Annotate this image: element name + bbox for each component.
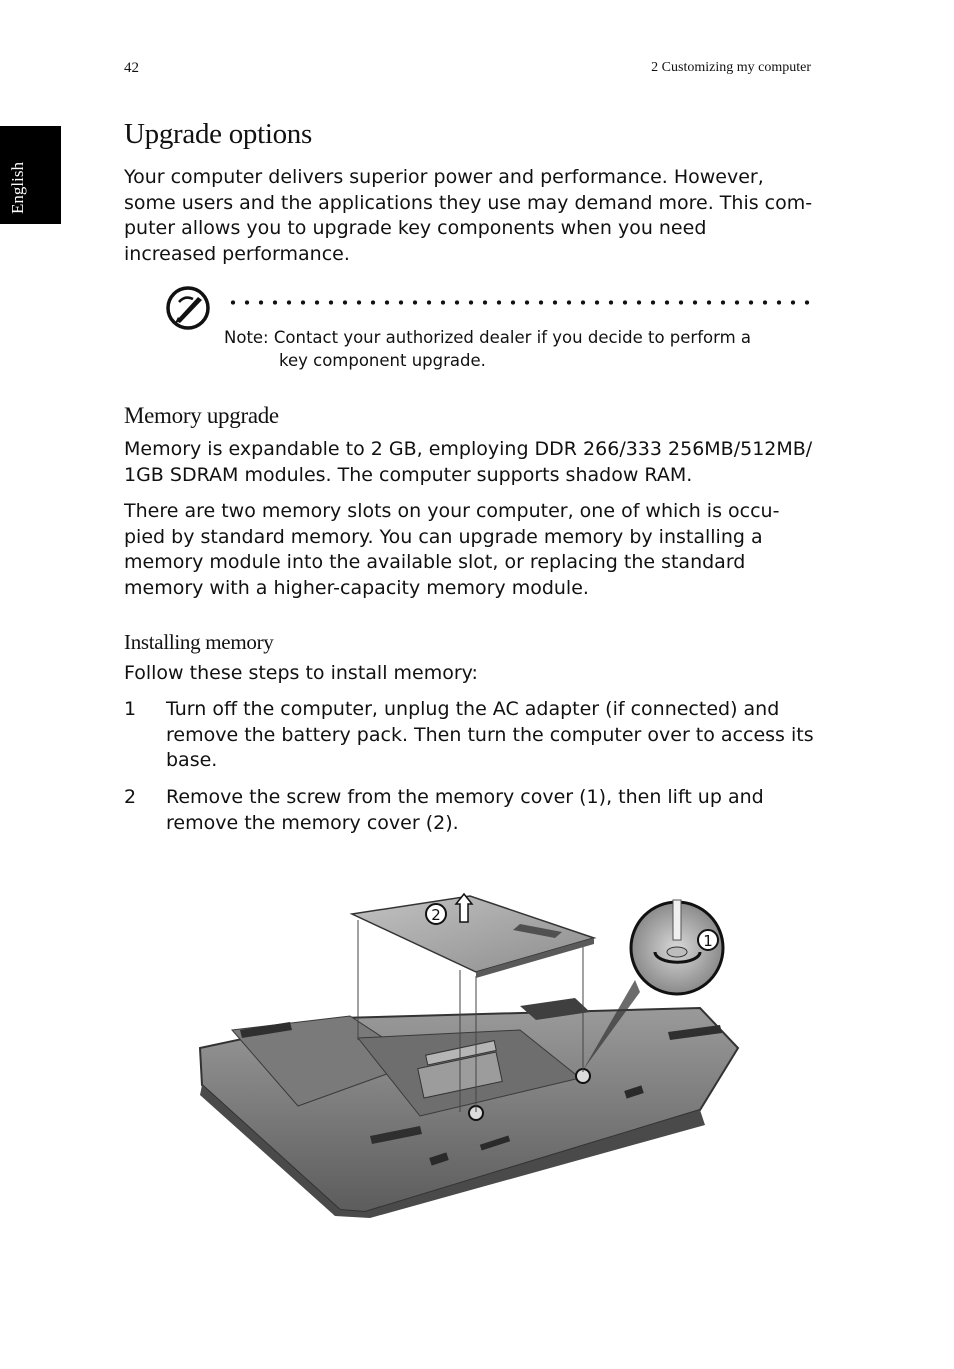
callout-ref-2: (2) (425, 811, 453, 834)
step-2 (124, 785, 814, 837)
memory-upgrade-heading: Memory upgrade (124, 403, 279, 428)
language-side-tab (0, 126, 61, 224)
note-text: key component upgrade. (279, 351, 486, 370)
step-number: 1 (124, 698, 137, 720)
step-line: Turn off the computer, unplug the AC adapter (if connected) and (166, 698, 780, 720)
paragraph-line: memory with a higher-capacity memory module. (124, 576, 589, 599)
running-header: 2 Customizing my computer (651, 60, 811, 75)
laptop-memory-cover-illustration (180, 880, 760, 1220)
screwdriver-icon (673, 900, 681, 940)
step-text (166, 785, 764, 836)
intro-line: Your computer delivers superior power and performance. However, (124, 166, 764, 188)
note-pen-icon (165, 285, 211, 331)
screw-head (667, 947, 687, 957)
step-text-run: . (452, 811, 459, 834)
step-text-run: remove the memory cover (166, 811, 426, 834)
note-label: Note: (224, 328, 269, 347)
step-line: remove the battery pack. Then turn the computer over to access its (166, 723, 814, 746)
callout-2-label: 2 (431, 906, 441, 924)
step-text (166, 697, 814, 774)
note-text: Contact your authorized dealer if you decide to perform a (273, 328, 752, 347)
step-number: 2 (124, 786, 137, 808)
paragraph-line: memory module into the available slot, or replacing the standard (124, 551, 746, 573)
step-line (166, 811, 764, 837)
step-text-run: , then lift up and (606, 786, 764, 808)
step-line (166, 785, 764, 811)
side-tab-label: English (8, 162, 27, 214)
installing-memory-heading: Installing memory (124, 630, 274, 654)
step-1 (124, 697, 814, 775)
paragraph-line: pied by standard memory. You can upgrade memory by installing a (124, 525, 763, 548)
callout-ref-1: (1) (579, 786, 607, 808)
installing-intro (124, 661, 814, 687)
note-dotted-rule (226, 300, 810, 305)
paragraph-line: Memory is expandable to 2 GB, employing DDR 266/333 256MB/512MB/ (124, 438, 813, 460)
note-block (224, 326, 751, 372)
memory-paragraph-1 (124, 437, 814, 488)
paragraph-line: 1GB SDRAM modules. The computer supports shadow RAM. (124, 463, 693, 486)
intro-paragraph (124, 165, 814, 267)
section-title: Upgrade options (124, 118, 312, 150)
step-text-run: Remove the screw from the memory cover (166, 786, 580, 808)
intro-line: puter allows you to upgrade key components when you need (124, 217, 707, 239)
step-line: base. (166, 749, 218, 771)
page-number: 42 (124, 60, 139, 76)
paragraph-line: Follow these steps to install memory: (124, 662, 478, 684)
intro-line: increased performance. (124, 242, 350, 265)
callout-1-label: 1 (703, 932, 713, 950)
paragraph-line: There are two memory slots on your computer, one of which is occu- (124, 500, 780, 522)
intro-line: some users and the applications they use may demand more. This com- (124, 191, 813, 214)
memory-paragraph-2 (124, 499, 814, 601)
